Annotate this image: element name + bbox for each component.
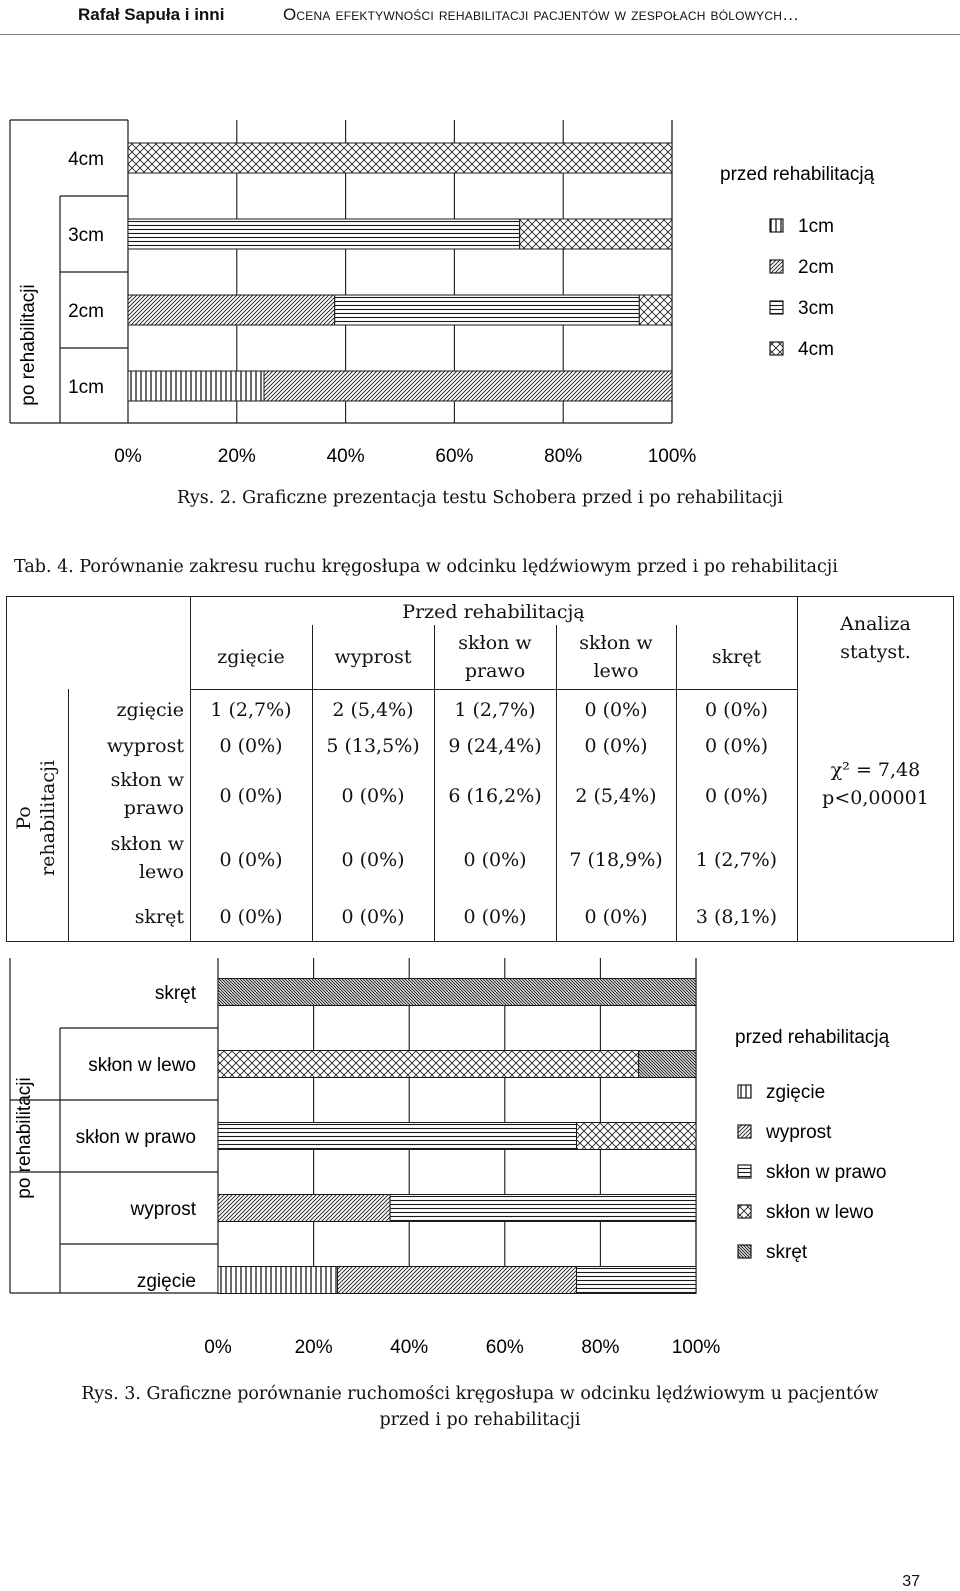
bar-3cm-3cm (128, 219, 520, 249)
legend-title: przed rehabilitacją (720, 164, 875, 185)
x-tick-label: 100% (671, 1337, 721, 1358)
table-cell: 3 (8,1%) (695, 906, 778, 928)
x-tick-label: 40% (390, 1337, 429, 1358)
figure-3-caption-line1: Rys. 3. Graficzne porównanie ruchomości kręgosłupa w odcinku lędźwiowym u pacjentów (81, 1384, 879, 1404)
column-header: prawo (464, 660, 526, 682)
table-cell: 1 (2,7%) (454, 699, 536, 721)
y-axis-label: po rehabilitacji (18, 284, 39, 406)
x-tick-label: 100% (647, 446, 697, 467)
row-label: lewo (138, 861, 184, 883)
category-label: 3cm (68, 225, 104, 246)
page-header (0, 0, 960, 36)
bar-2cm-4cm (639, 295, 672, 325)
figure-2-chart (0, 100, 960, 480)
x-tick-label: 60% (435, 446, 474, 467)
bar-wyprost-wyprost (218, 1195, 390, 1222)
bar-2cm-3cm (335, 295, 640, 325)
table-border-left (6, 596, 7, 942)
category-label: skłon w prawo (75, 1127, 196, 1148)
row-label: wyprost (106, 735, 184, 757)
column-header: wyprost (334, 646, 412, 668)
table-border-top (6, 596, 954, 597)
row-group-label (12, 758, 60, 878)
table-cell: 0 (0%) (704, 785, 769, 807)
table-4-caption: Tab. 4. Porównanie zakresu ruchu kręgosłupa w odcinku lędźwiowym przed i po rehabilitacji (14, 557, 838, 577)
category-label: 4cm (68, 149, 104, 170)
column-header: skłon w (458, 632, 532, 654)
table-cell: 0 (0%) (219, 906, 283, 928)
x-tick-label: 20% (217, 446, 256, 467)
running-head-title: Ocena efektywności rehabilitacji pacjentów w zespołach bólowych… (283, 5, 800, 24)
bar-skłon-w-prawo-skłon-w-lewo (577, 1123, 697, 1150)
bar-4cm-4cm (128, 143, 672, 173)
legend-swatch-1cm (770, 219, 783, 232)
legend-label: skłon w lewo (766, 1202, 874, 1223)
bar-skłon-w-lewo-skręt (639, 1051, 696, 1078)
category-label: zgięcie (136, 1271, 196, 1292)
category-label: 1cm (68, 377, 104, 398)
stat-header: statyst. (840, 641, 911, 663)
table-cell: 0 (0%) (219, 849, 283, 871)
legend-label: 1cm (798, 216, 834, 237)
table-cell: 0 (0%) (341, 906, 405, 928)
table-cell: 1 (2,7%) (210, 699, 292, 721)
table-cell: 0 (0%) (584, 735, 648, 757)
column-header: skręt (711, 646, 762, 668)
category-label: wyprost (130, 1199, 196, 1220)
group-header: Przed rehabilitacją (402, 601, 585, 623)
table-border-bottom (6, 941, 954, 942)
legend-swatch-zgięcie (738, 1085, 751, 1098)
column-header: zgięcie (217, 646, 285, 668)
legend-label: 3cm (798, 298, 834, 319)
figure-2-caption: Rys. 2. Graficzne prezentacja testu Schobera przed i po rehabilitacji (176, 488, 784, 508)
table-cell: 0 (0%) (341, 785, 405, 807)
row-label: skłon w (110, 769, 184, 791)
table-cell: 0 (0%) (704, 699, 769, 721)
y-axis-label: po rehabilitacji (14, 1077, 35, 1199)
header-rule (0, 34, 960, 35)
row-label: skłon w (110, 833, 184, 855)
bar-zgięcie-skłon-w-prawo (577, 1267, 697, 1294)
legend-label: skręt (766, 1242, 808, 1263)
bar-skłon-w-prawo-skłon-w-prawo (218, 1123, 577, 1150)
x-tick-label: 20% (294, 1337, 333, 1358)
table-cell: 5 (13,5%) (326, 735, 420, 757)
bar-1cm-1cm (128, 371, 264, 401)
table-cell: 0 (0%) (219, 735, 283, 757)
page-number: 37 (902, 1573, 920, 1590)
table-cell: 9 (24,4%) (448, 735, 542, 757)
table-4 (6, 596, 954, 942)
legend-swatch-skłon-w-lewo (738, 1205, 751, 1218)
table-cell: 0 (0%) (584, 906, 648, 928)
x-tick-label: 80% (581, 1337, 620, 1358)
x-tick-label: 60% (485, 1337, 524, 1358)
bar-skręt-skręt (218, 979, 696, 1006)
chi-square-value: χ² = 7,48 (830, 759, 921, 781)
table-cell: 0 (0%) (219, 785, 283, 807)
bar-zgięcie-wyprost (338, 1267, 577, 1294)
x-tick-label: 0% (204, 1337, 232, 1358)
running-head-authors: Rafał Sapuła i inni (78, 5, 225, 24)
legend-swatch-4cm (770, 342, 783, 355)
table-cell: 0 (0%) (584, 699, 648, 721)
bar-3cm-4cm (520, 219, 672, 249)
legend-label: skłon w prawo (766, 1162, 887, 1183)
table-border-right (953, 596, 954, 942)
figure-3-chart (0, 955, 960, 1375)
legend-label: zgięcie (766, 1082, 826, 1103)
legend-label: 4cm (798, 339, 834, 360)
category-label: skręt (154, 983, 196, 1004)
legend-swatch-skręt (738, 1245, 751, 1258)
category-label: 2cm (68, 301, 104, 322)
row-group-label-line1: Po (13, 806, 35, 830)
row-label: prawo (123, 797, 184, 819)
figure-3-caption-line2: przed i po rehabilitacji (379, 1410, 581, 1430)
x-tick-label: 80% (544, 446, 583, 467)
table-cell: 1 (2,7%) (695, 849, 778, 871)
x-tick-label: 40% (326, 446, 365, 467)
legend-swatch-wyprost (738, 1125, 751, 1138)
bar-zgięcie-zgięcie (218, 1267, 338, 1294)
row-label: zgięcie (116, 699, 184, 721)
legend-swatch-skłon-w-prawo (738, 1165, 751, 1178)
table-cell: 0 (0%) (463, 906, 527, 928)
legend-label: wyprost (766, 1122, 832, 1143)
category-label: skłon w lewo (88, 1055, 196, 1076)
bar-1cm-2cm (264, 371, 672, 401)
table-cell: 6 (16,2%) (448, 785, 542, 807)
column-header: lewo (593, 660, 639, 682)
row-label: skręt (134, 906, 184, 928)
table-cell: 2 (5,4%) (332, 699, 414, 721)
legend-title: przed rehabilitacją (735, 1027, 890, 1048)
bar-wyprost-skłon-w-prawo (390, 1195, 696, 1222)
table-rule (190, 689, 797, 690)
bar-skłon-w-lewo-skłon-w-lewo (218, 1051, 639, 1078)
table-cell: 7 (18,9%) (569, 849, 663, 871)
column-header: skłon w (579, 632, 653, 654)
figure-3-caption (0, 1381, 960, 1433)
table-cell: 0 (0%) (704, 735, 769, 757)
row-group-label-line2: rehabilitacji (37, 760, 59, 876)
table-cell: 2 (5,4%) (575, 785, 657, 807)
p-value: p<0,00001 (822, 787, 929, 809)
stat-header: Analiza (840, 613, 911, 635)
legend-label: 2cm (798, 257, 834, 278)
table-cell: 0 (0%) (463, 849, 527, 871)
table-cell: 0 (0%) (341, 849, 405, 871)
bar-2cm-2cm (128, 295, 335, 325)
x-tick-label: 0% (114, 446, 142, 467)
legend-swatch-2cm (770, 260, 783, 273)
legend-swatch-3cm (770, 301, 783, 314)
